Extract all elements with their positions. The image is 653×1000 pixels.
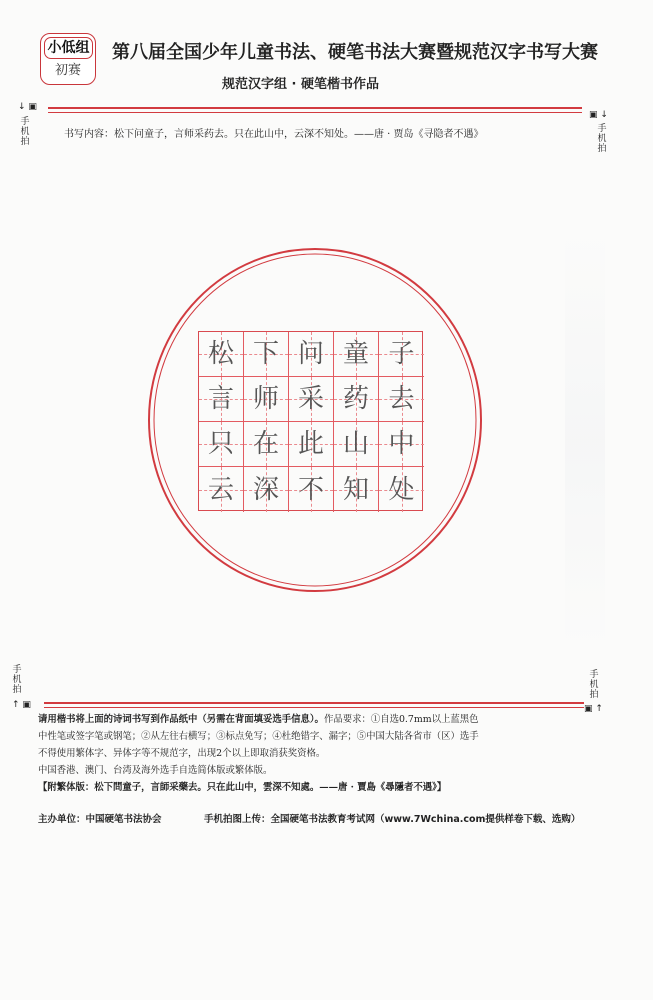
top-right-marker (589, 110, 608, 120)
instruction-lead: 请用楷书将上面的诗词书写到作品纸中（另需在背面填妥选手信息）。 (38, 714, 324, 725)
grid-cell (379, 332, 424, 377)
grid-character: 中 (388, 429, 415, 459)
grid-cell (199, 332, 244, 377)
scan-shadow (565, 230, 605, 650)
grid-cell (199, 467, 244, 512)
grid-character: 童 (342, 339, 369, 369)
grid-character: 不 (297, 474, 324, 505)
organizer: 主办单位：中国硬笔书法协会 (38, 814, 162, 825)
grid-character: 子 (388, 339, 415, 369)
bottom-left-marker (12, 700, 31, 710)
grid-character: 山 (342, 429, 369, 459)
writing-content: 书写内容：松下问童子，言师采药去。只在此山中，云深不知处。——唐 · 贾岛《寻隐者不遇》 (64, 129, 484, 140)
top-left-marker (18, 102, 37, 112)
grid-cell (244, 422, 289, 467)
grid-character: 在 (252, 429, 279, 459)
side-label-top-right: 手机拍 (597, 124, 607, 154)
round-label: 初赛 (54, 63, 81, 78)
grid-character: 言 (207, 384, 234, 414)
grid-character: 深 (252, 474, 279, 505)
grid-cell (289, 467, 334, 512)
arrow-up-icon: ↑ (12, 700, 20, 710)
grid-character: 云 (207, 474, 234, 505)
group-label: 小低组 (44, 37, 93, 59)
side-label-top-left: 手机拍 (20, 117, 30, 147)
camera-icon: ▣ (584, 704, 593, 714)
writing-grid (198, 331, 423, 511)
grid-cell (289, 332, 334, 377)
camera-icon: ▣ (28, 102, 37, 112)
bottom-rule (44, 702, 584, 704)
grid-character: 知 (342, 474, 369, 505)
group-badge (40, 33, 96, 85)
grid-cell (334, 332, 379, 377)
grid-cell (289, 422, 334, 467)
grid-cell (334, 377, 379, 422)
top-rule-thin (48, 112, 582, 113)
arrow-down-icon: ↓ (600, 110, 608, 120)
arrow-up-icon: ↑ (595, 704, 603, 714)
side-label-bottom-right: 手机拍 (589, 670, 599, 700)
grid-character: 师 (252, 384, 279, 414)
page-title: 第八届全国少年儿童书法、硬笔书法大赛暨规范汉字书写大赛 (112, 42, 598, 63)
grid-character: 此 (297, 429, 324, 459)
instruction-req2: 中性笔或签字笔或钢笔；②从左往右横写；③标点免写；④杜绝错字、漏字；⑤中国大陆各省市（区）选手 (38, 731, 479, 742)
instructions (38, 711, 608, 796)
grid-cell (379, 422, 424, 467)
camera-icon: ▣ (22, 700, 31, 710)
grid-cell (334, 422, 379, 467)
page-subtitle: 规范汉字组 · 硬笔楷书作品 (222, 77, 379, 92)
grid-character: 药 (342, 384, 369, 414)
grid-character: 去 (388, 384, 415, 414)
grid-character: 只 (207, 429, 234, 459)
grid-character: 松 (207, 339, 234, 369)
camera-icon: ▣ (589, 110, 598, 120)
grid-cell (379, 377, 424, 422)
grid-cell (244, 467, 289, 512)
grid-cell (244, 332, 289, 377)
grid-cell (199, 377, 244, 422)
grid-character: 采 (297, 384, 324, 414)
top-rule (48, 107, 582, 109)
grid-cell (379, 467, 424, 512)
grid-cell (289, 377, 334, 422)
instruction-req3: 不得使用繁体字、异体字等不规范字，出现2个以上即取消获奖资格。 (38, 748, 326, 759)
upload-info: 手机拍图上传：全国硬笔书法教育考试网（www.7Wchina.com提供样卷下载、选购） (204, 814, 581, 825)
traditional-version: 【附繁体版：松下問童子，言師采藥去。只在此山中，雲深不知處。——唐 · 賈島《尋隱者不遇》】 (38, 782, 447, 793)
bottom-rule-thin (44, 707, 584, 708)
instruction-req1: 作品要求：①自选0.7mm以上蓝黑色 (323, 714, 479, 725)
arrow-down-icon: ↓ (18, 102, 26, 112)
instruction-line-1 (38, 711, 608, 728)
grid-cell (199, 422, 244, 467)
grid-cell (244, 377, 289, 422)
grid-character: 处 (388, 474, 415, 505)
grid-cell (334, 467, 379, 512)
side-label-bottom-left: 手机拍 (12, 665, 22, 695)
grid-character: 问 (297, 339, 324, 369)
grid-character: 下 (252, 339, 279, 369)
instruction-note: 中国香港、澳门、台湾及海外选手自选简体版或繁体版。 (38, 765, 273, 776)
